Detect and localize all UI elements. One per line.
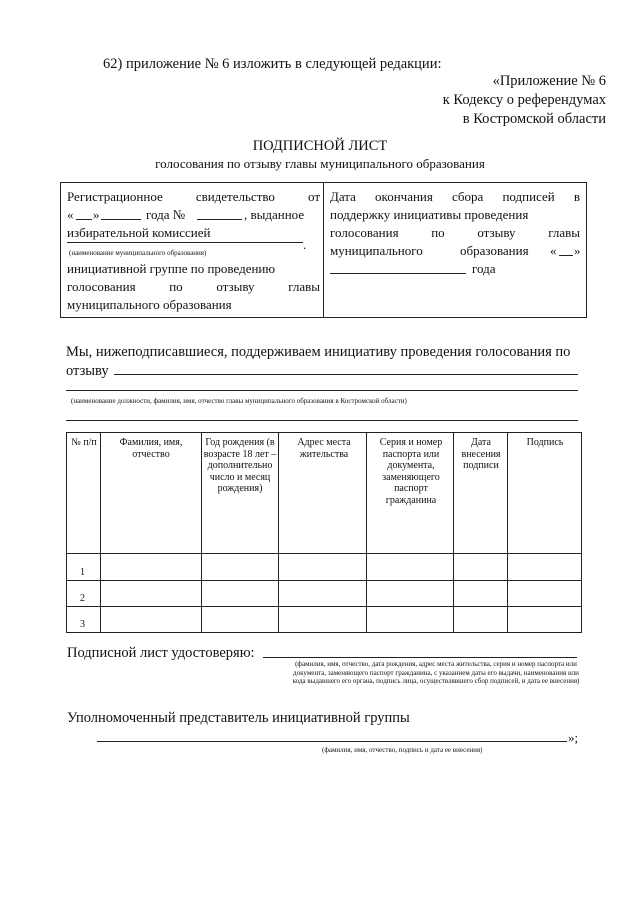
table-cell[interactable]: [367, 607, 454, 633]
left-line-6: муниципального образования: [67, 297, 232, 312]
appendix-header: [443, 72, 606, 129]
table-cell[interactable]: [279, 554, 367, 581]
right-line-4: муниципального образования « »: [330, 243, 581, 258]
col-signature-label: Подпись: [526, 437, 564, 448]
col-number-label: № п/п: [71, 437, 97, 448]
page-title: ПОДПИСНОЙ ЛИСТ: [252, 138, 388, 154]
number-field[interactable]: [197, 219, 242, 220]
registration-certificate: [67, 188, 320, 314]
table-cell[interactable]: [202, 554, 279, 581]
left-line-2: « » года № , выданное: [67, 207, 305, 222]
day-field[interactable]: [76, 219, 92, 220]
table-row: [67, 554, 582, 581]
table-row: [67, 607, 582, 633]
collection-end-date: [330, 188, 580, 278]
representative-end: »;: [568, 730, 579, 745]
official-name-field-2[interactable]: [66, 390, 578, 391]
certify-label: Подписной лист удостоверяю:: [67, 645, 255, 661]
col-birth-year-label: Год рождения (в возрасте 18 лет – дополнительно число и месяц рождения): [203, 437, 277, 494]
row-number-3: 3: [80, 619, 85, 630]
certifier-field[interactable]: [263, 657, 577, 658]
table-cell[interactable]: [508, 607, 582, 633]
table-cell[interactable]: [279, 607, 367, 633]
table-cell[interactable]: [367, 554, 454, 581]
page-subtitle: голосования по отзыву главы муниципального образования: [155, 156, 485, 171]
representative-label: Уполномоченный представитель инициативной группы: [67, 710, 410, 726]
representative-hint: (фамилия, имя, отчество, подпись и дата ее внесения): [322, 746, 483, 754]
left-line-4: инициативной группе по проведению: [67, 261, 276, 276]
appendix-line-1: «Приложение № 6: [492, 73, 606, 89]
right-line-5: года: [330, 260, 580, 278]
table-cell[interactable]: [454, 554, 508, 581]
month-field[interactable]: [101, 219, 141, 220]
right-line-3: голосования по отзыву главы: [330, 225, 580, 240]
col-address-label: Адрес места жительства: [297, 437, 351, 460]
table-cell[interactable]: [367, 581, 454, 607]
right-line-2: поддержку инициативы проведения: [330, 207, 529, 222]
left-line-5: голосования по отзыву главы: [67, 279, 320, 294]
left-line-commission: .: [67, 242, 320, 255]
table-cell[interactable]: [508, 581, 582, 607]
official-name-field-3[interactable]: [66, 420, 578, 421]
table-cell[interactable]: [279, 581, 367, 607]
table-cell[interactable]: [101, 554, 202, 581]
col-passport-label: Серия и номер паспорта или документа, заменяющего паспорт гражданина: [379, 437, 443, 506]
official-name-field[interactable]: [114, 374, 578, 375]
representative-field[interactable]: [97, 741, 567, 742]
table-cell[interactable]: [101, 607, 202, 633]
official-name-hint: (наименование должности, фамилия, имя, отчество главы муниципального образования в Костромской области): [71, 397, 407, 405]
table-cell[interactable]: [202, 607, 279, 633]
col-date-label: Дата внесения подписи: [461, 437, 501, 471]
col-fullname-label: Фамилия, имя, отчество: [119, 437, 183, 460]
appendix-line-3: в Костромской области: [462, 111, 606, 127]
header-number: [67, 433, 101, 554]
row-number-2: 2: [80, 593, 85, 604]
support-statement: Мы, нижеподписавшиеся, поддерживаем инициативу проведения голосования по: [66, 344, 571, 360]
end-day-field[interactable]: [559, 255, 573, 256]
certify-hint: (фамилия, имя, отчество, дата рождения, адрес места жительства, серия и номер паспорта или документа, заменяющего паспорт гражданина, с указанием даты его выдачи, наименования или кода выдавшего его органа, подпись лица, осуществлявшего сбор подписей, и дата ее внесения): [292, 660, 580, 685]
intro-text: 62) приложение № 6 изложить в следующей редакции:: [103, 56, 442, 72]
box-divider: [323, 182, 324, 318]
row-number-1: 1: [80, 567, 85, 578]
left-line-3: избирательной комиссией: [67, 225, 211, 240]
appendix-line-2: к Кодексу о референдумах: [442, 92, 606, 108]
commission-name-field[interactable]: [67, 242, 303, 243]
end-month-field[interactable]: [330, 273, 466, 274]
table-cell[interactable]: [454, 607, 508, 633]
support-statement-end: отзыву: [66, 363, 109, 379]
table-row: [67, 581, 582, 607]
table-cell[interactable]: [101, 581, 202, 607]
table-cell[interactable]: [454, 581, 508, 607]
left-line-1: Регистрационное свидетельство от: [67, 189, 320, 204]
commission-hint: (наименование муниципального образования): [69, 249, 207, 257]
header-signature: [508, 433, 582, 554]
right-line-1: Дата окончания сбора подписей в: [330, 189, 580, 204]
table-cell[interactable]: [202, 581, 279, 607]
table-cell[interactable]: [508, 554, 582, 581]
